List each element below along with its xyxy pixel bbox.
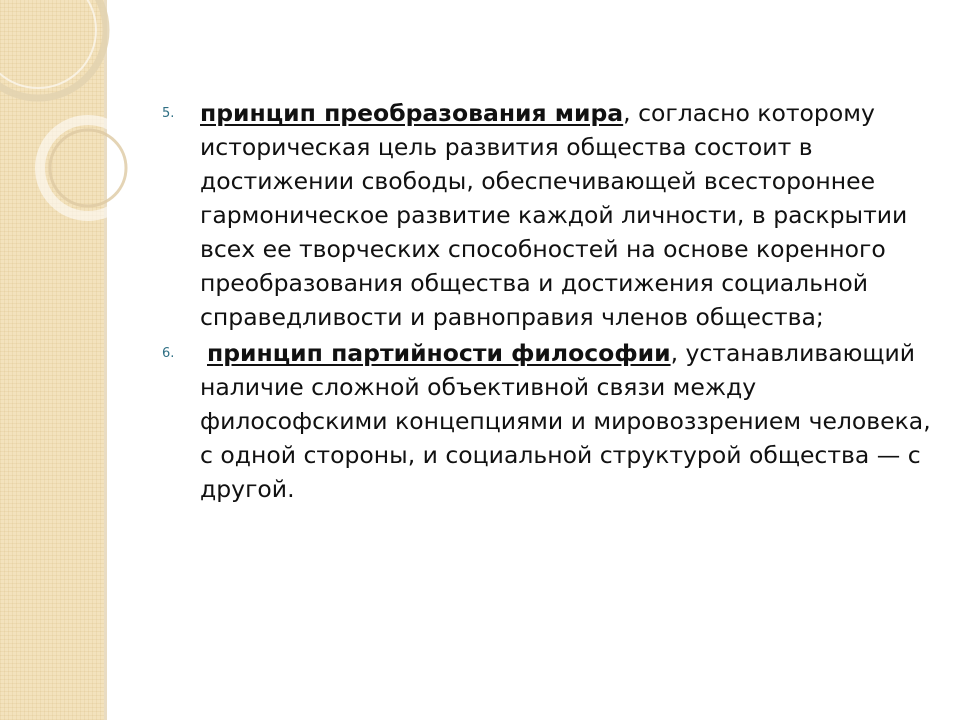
decorative-circle-large-inner (0, 0, 96, 88)
list-item-number: 5. (162, 106, 175, 121)
decorative-circle-medium (40, 120, 136, 216)
list-item-term: принцип преобразования мира (200, 99, 624, 127)
list-item (160, 336, 950, 506)
slide-content (160, 96, 950, 506)
decorative-circle-medium-inner (50, 130, 126, 206)
list-item (160, 96, 950, 334)
decorative-circles (0, 0, 140, 240)
list-item-number: 6. (162, 346, 175, 361)
list-item-text: , согласно которому историческая цель развития общества состоит в достижении свободы, обеспечивающей всестороннее гармоническое развитие каждой личности, в раскрытии всех ее творческих способностей на основе коренного преобразования общества и достижения социальной справедливости и равноправия членов общества; (200, 99, 908, 331)
list-item-text: , устанавливающий наличие сложной объективной связи между философскими концепциями и мировоззрением человека, с одной стороны, и социальной структурой общества — с другой. (200, 339, 931, 503)
list-item-term: принцип партийности философии (207, 339, 671, 367)
